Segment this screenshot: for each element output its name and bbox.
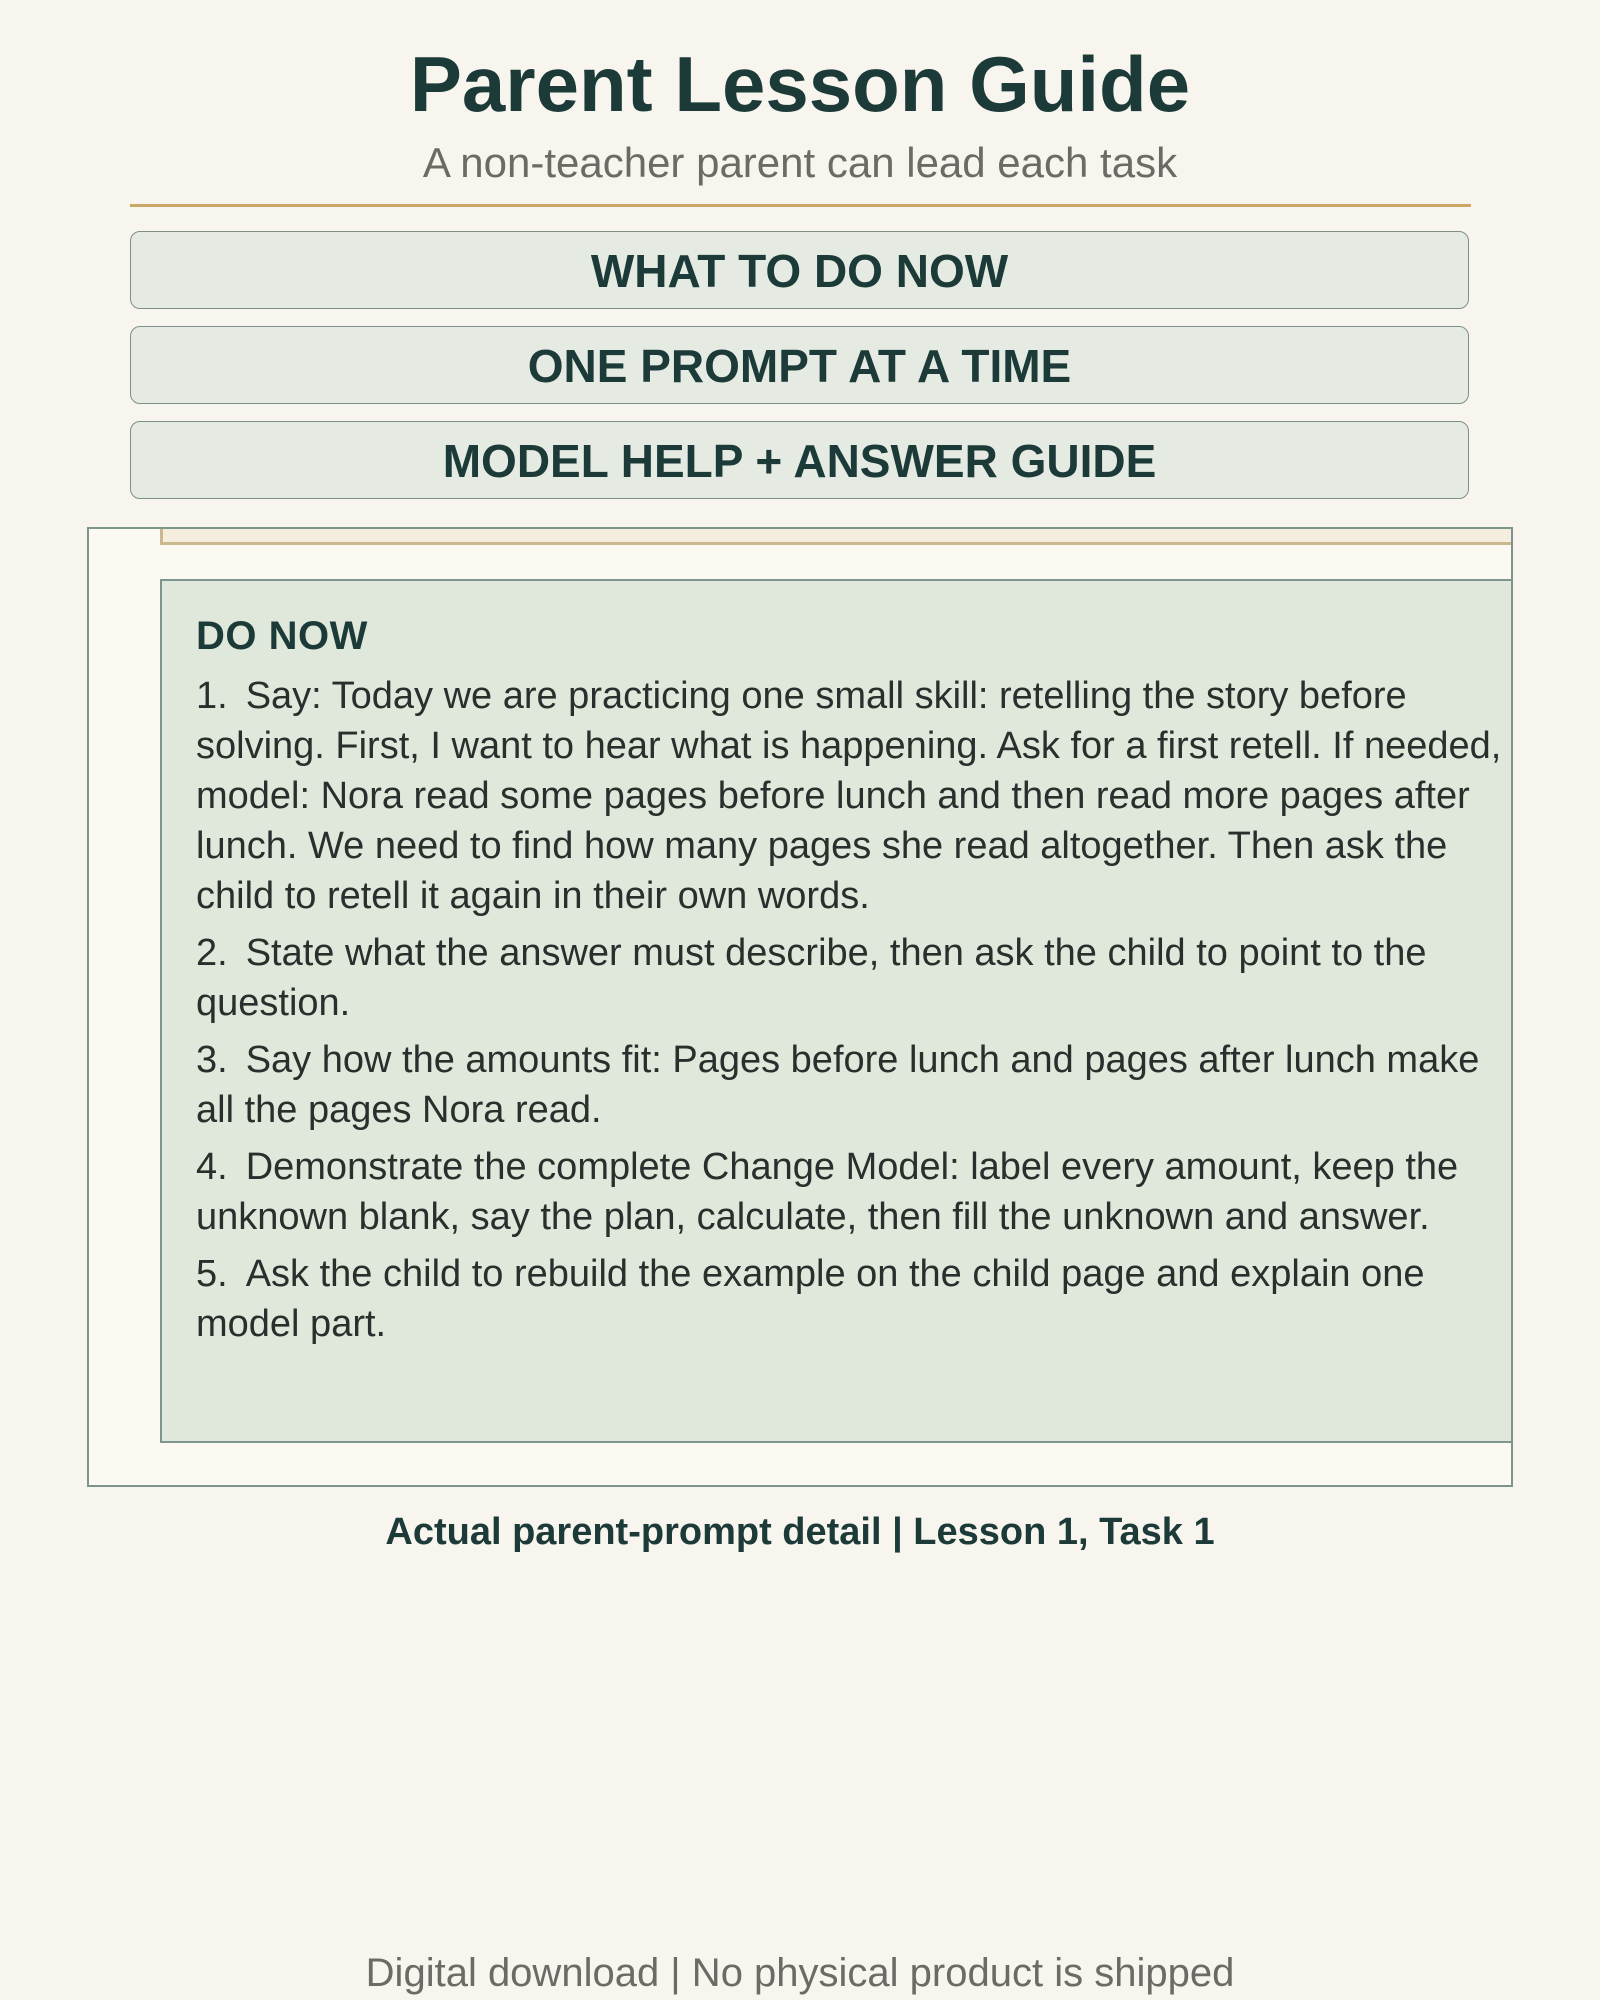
do-now-card bbox=[160, 579, 1513, 1443]
page-title: Parent Lesson Guide bbox=[409, 40, 1191, 128]
do-now-heading: DO NOW bbox=[196, 614, 368, 658]
step-text: Ask the child to rebuild the example on the child page and explain one model part. bbox=[196, 1253, 1425, 1345]
step-number: 4. bbox=[196, 1146, 228, 1188]
do-now-step-list bbox=[196, 671, 1513, 1349]
page-subtitle: A non-teacher parent can lead each task bbox=[422, 139, 1178, 186]
step-number: 1. bbox=[196, 675, 228, 717]
footer-note: Digital download | No physical product is shipped bbox=[365, 1951, 1235, 1995]
step-number: 2. bbox=[196, 932, 228, 974]
feature-pill-model-help: MODEL HELP + ANSWER GUIDE bbox=[130, 421, 1469, 499]
step-text: State what the answer must describe, then ask the child to point to the question. bbox=[196, 932, 1427, 1024]
step-text: Say: Today we are practicing one small skill: retelling the story before solving. First, I want to hear what is happening. Ask for a first retell. If needed, model: Nora read some pages before lunch and then read more pages after lunch. We need to find how many pages she read altogether. Then ask the child to retell it again in their own words. bbox=[196, 675, 1502, 917]
feature-pill-what-to-do-now: WHAT TO DO NOW bbox=[130, 231, 1469, 309]
step-number: 3. bbox=[196, 1039, 228, 1081]
step-text: Say how the amounts fit: Pages before lunch and pages after lunch make all the pages Nora read. bbox=[196, 1039, 1480, 1131]
step-item-2 bbox=[196, 928, 1513, 1028]
step-item-3 bbox=[196, 1035, 1513, 1135]
page-edge-strip bbox=[160, 527, 1513, 545]
step-text: Demonstrate the complete Change Model: label every amount, keep the unknown blank, say the plan, calculate, then fill the unknown and answer. bbox=[196, 1146, 1459, 1238]
step-item-1 bbox=[196, 671, 1513, 921]
step-item-5 bbox=[196, 1249, 1513, 1349]
feature-pill-one-prompt: ONE PROMPT AT A TIME bbox=[130, 326, 1469, 404]
step-item-4 bbox=[196, 1142, 1513, 1242]
title-divider bbox=[130, 204, 1471, 207]
step-number: 5. bbox=[196, 1253, 228, 1295]
screenshot-frame bbox=[87, 527, 1513, 1487]
image-caption: Actual parent-prompt detail | Lesson 1, Task 1 bbox=[385, 1511, 1215, 1553]
